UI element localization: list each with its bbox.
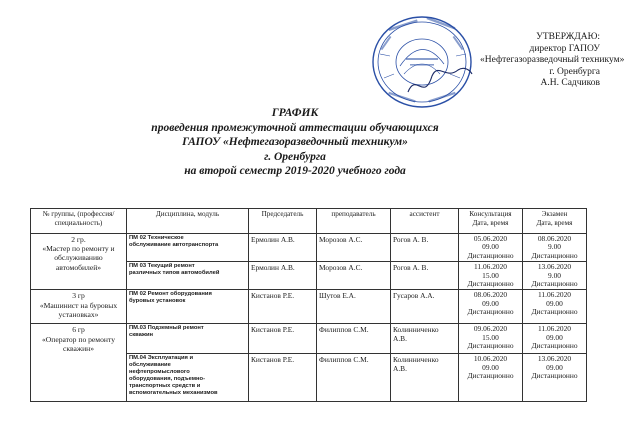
table-row — [31, 234, 587, 262]
header-assistant: ассистент — [391, 209, 459, 234]
group-cell: 2 гр. «Мастер по ремонту и обслуживанию автомобилей» — [31, 234, 127, 290]
approval-director-name: А.Н. Садчиков — [540, 78, 600, 88]
chair-cell: Ермолин А.В. — [249, 262, 317, 290]
assistant-cell: Рогов А. В. — [391, 234, 459, 262]
approval-block — [480, 32, 624, 90]
assistant-cell: Колинниченко А.В. — [391, 324, 459, 354]
header-chair: Председатель — [249, 209, 317, 234]
teacher-cell: Филиппов С.М. — [317, 354, 391, 402]
chair-cell: Кистанов Р.Е. — [249, 324, 317, 354]
teacher-cell: Филиппов С.М. — [317, 324, 391, 354]
exam-cell: 08.06.2020 9.00 Дистанционно — [523, 234, 587, 262]
consultation-cell: 09.06.2020 15.00 Дистанционно — [459, 324, 523, 354]
table-row — [31, 324, 587, 354]
chair-cell: Ермолин А.В. — [249, 234, 317, 262]
teacher-cell: Шутов Е.А. — [317, 290, 391, 324]
assistant-cell: Колинниченко А.В. — [391, 354, 459, 402]
table-row — [31, 290, 587, 324]
discipline-cell: ПМ.04 Эксплуатация и обслуживание нефтепромыслового оборудования, подъемно- транспортных средств и вспомогательных механизмов — [127, 354, 249, 402]
exam-cell: 11.06.2020 09.00 Дистанционно — [523, 324, 587, 354]
header-teacher: преподаватель — [317, 209, 391, 234]
consultation-cell: 08.06.2020 09.00 Дистанционно — [459, 290, 523, 324]
title-line-1: ГРАФИК — [271, 107, 319, 119]
header-group: № группы, (профессия/ специальность) — [31, 209, 127, 234]
teacher-cell: Морозов А.С. — [317, 234, 391, 262]
approval-heading: УТВЕРЖДАЮ: — [536, 32, 600, 42]
chair-cell: Кистанов Р.Е. — [249, 354, 317, 402]
consultation-cell: 05.06.2020 09.00 Дистанционно — [459, 234, 523, 262]
approval-city: г. Оренбурга — [549, 66, 600, 77]
discipline-cell: ПМ 02 Ремонт оборудования буровых установок — [127, 290, 249, 324]
title-line-2: проведения промежуточной аттестации обучающихся — [151, 121, 439, 134]
discipline-cell: ПМ 02 Техническое обслуживание автотранспорта — [127, 234, 249, 262]
exam-cell: 13.06.2020 9.00 Дистанционно — [523, 262, 587, 290]
title-line-3: ГАПОУ «Нефтегазоразведочный техникум» — [182, 136, 408, 148]
chair-cell: Кистанов Р.Е. — [249, 290, 317, 324]
approval-position: директор ГАПОУ — [529, 43, 600, 54]
approval-organization: «Нефтегазоразведочный техникум» — [480, 55, 624, 65]
assistant-cell: Рогов А. В. — [391, 262, 459, 290]
teacher-cell: Морозов А.С. — [317, 262, 391, 290]
official-seal-stamp — [370, 14, 474, 110]
title-line-5: на второй семестр 2019-2020 учебного года — [184, 165, 406, 177]
document-title — [60, 106, 530, 179]
group-cell: 3 гр «Машинист на буровых установках» — [31, 290, 127, 324]
header-exam: Экзамен Дата, время — [523, 209, 587, 234]
discipline-cell: ПМ 03 Текущий ремонт различных типов автомобилей — [127, 262, 249, 290]
attestation-schedule-table — [30, 208, 587, 402]
consultation-cell: 10.06.2020 09.00 Дистанционно — [459, 354, 523, 402]
header-discipline: Дисциплина, модуль — [127, 209, 249, 234]
exam-cell: 13.06.2020 09.00 Дистанционно — [523, 354, 587, 402]
header-consultation: Консультация Дата, время — [459, 209, 523, 234]
assistant-cell: Гусаров А.А. — [391, 290, 459, 324]
title-line-4: г. Оренбурга — [264, 150, 326, 163]
exam-cell: 11.06.2020 09.00 Дистанционно — [523, 290, 587, 324]
table-header-row — [31, 209, 587, 234]
consultation-cell: 11.06.2020 15.00 Дистанционно — [459, 262, 523, 290]
group-cell: 6 гр «Оператор по ремонту скважин» — [31, 324, 127, 402]
discipline-cell: ПМ.03 Подземный ремонт скважин — [127, 324, 249, 354]
